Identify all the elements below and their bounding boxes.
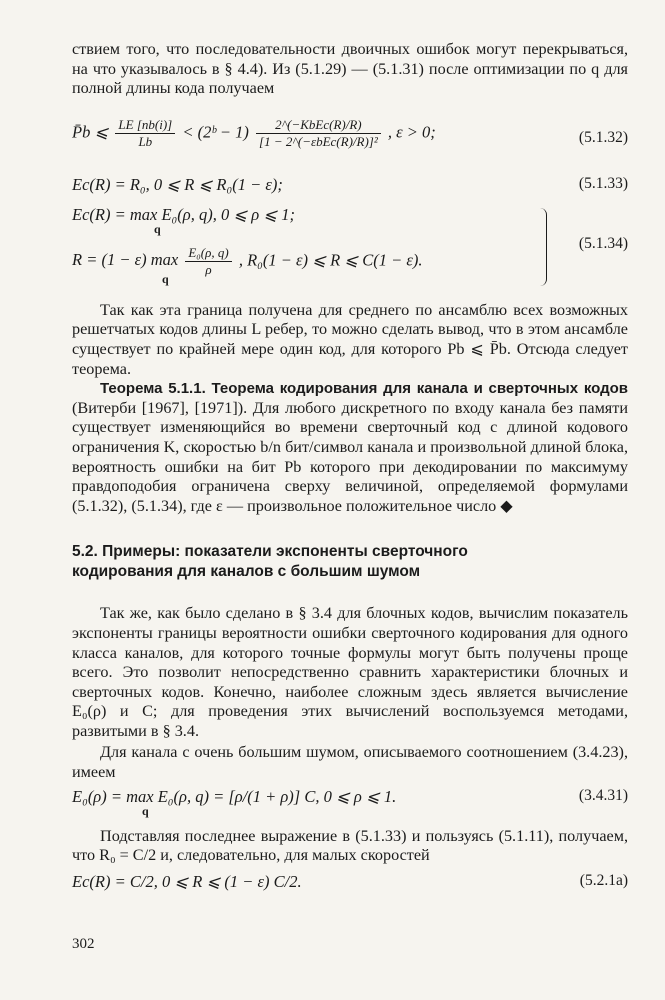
eq-5-1-34-line2-sub: q (162, 272, 169, 287)
eq-mid: < (2ᵇ − 1) (182, 122, 249, 142)
theorem-paragraph (72, 379, 628, 516)
eq-fraction-2-den: [1 − 2^(−εbEc(R)/R)]² (259, 133, 378, 149)
eq-5-1-34-frac-num: E₀(ρ, q) (185, 245, 231, 262)
theorem-body: (Витерби [1967], [1971]). Для любого дискретного по входу канала без памяти существует изменяющийся во времени сверточный код с длиной кодового ограничения K, скоростью b/n бит/символ канала и произвольной длиной блока, вероятность ошибки на бит Pb которого при декодировании по максимуму правдоподобия ограничена сверху величиной, определяемой формулами (5.1.32), (5.1.34), где ε — произвольное положительное число ◆ (72, 398, 628, 515)
eq-5-1-34-line1-sub: q (154, 221, 161, 236)
theorem-title: Теорема 5.1.1. Теорема кодирования для канала и сверточных кодов (100, 380, 628, 398)
eq-fraction-2-num: 2^(−KbEc(R)/R) (256, 117, 381, 134)
eq-number-3-4-31: (3.4.31) (578, 786, 628, 804)
paragraph-top: ствием того, что последовательности двоичных ошибок могут перекрываться, на что указывалось в § 4.4). Из (5.1.29) — (5.1.31) после оптимизации по q для полной длины кода получаем (72, 40, 628, 98)
brace-5-1-34 (540, 208, 547, 286)
eq-lhs: P̄b ⩽ (72, 122, 109, 142)
eq-number-5-2-1a: (5.2.1a) (579, 871, 628, 889)
eq-number-5-1-33: (5.1.33) (578, 174, 628, 192)
eq-5-1-34-fraction (185, 245, 231, 278)
eq-5-1-34-line1-text: Ec(R) = max E₀(ρ, q), 0 ⩽ ρ ⩽ 1; (72, 204, 296, 224)
eq-number-5-1-34: (5.1.34) (578, 234, 628, 252)
equation-5-1-32 (72, 105, 628, 169)
section-title-line-2: кодирования для каналов с большим шумом (72, 563, 421, 581)
page-body (72, 40, 628, 900)
eq-3-4-31-sub: q (142, 803, 149, 818)
eq-3-4-31-text: E₀(ρ) = max E₀(ρ, q) = [ρ/(1 + ρ)] C, 0 ⩽ ρ ⩽ 1. (72, 786, 397, 806)
paragraph-section-2: Для канала с очень большим шумом, описываемого соотношением (3.4.23), имеем (72, 743, 628, 782)
eq-3-4-31-line (72, 786, 397, 818)
eq-fraction-1 (115, 117, 175, 150)
equation-5-2-1a (72, 866, 628, 900)
page-number: 302 (72, 936, 95, 952)
section-heading (72, 542, 628, 582)
eq-tail: , ε > 0; (387, 122, 436, 142)
eq-5-1-34-line2-b: , R₀(1 − ε) ⩽ R ⩽ C(1 − ε). (238, 250, 423, 270)
eq-fraction-1-den: Lb (138, 133, 153, 149)
eq-5-1-34-line1 (72, 204, 296, 236)
eq-5-2-1a-text: Ec(R) = C/2, 0 ⩽ R ⩽ (1 − ε) C/2. (72, 871, 302, 891)
eq-5-1-34-line2 (72, 250, 179, 287)
eq-fraction-1-num: LE [nb(i)] (115, 117, 175, 134)
eq-5-1-33-text: Ec(R) = R₀, 0 ⩽ R ⩽ R₀(1 − ε); (72, 174, 283, 194)
eq-5-1-34-line2-a: R = (1 − ε) max (72, 250, 179, 270)
eq-5-1-34-frac-den: ρ (205, 261, 212, 277)
eq-number-5-1-32: (5.1.32) (578, 128, 628, 146)
eq-fraction-2 (256, 117, 381, 150)
section-title-line-1: 5.2. Примеры: показатели экспоненты сверточного (72, 543, 468, 561)
paragraph-section-3: Подставляя последнее выражение в (5.1.33) и пользуясь (5.1.11), получаем, что R₀ = C/2 и, следовательно, для малых скоростей (72, 826, 628, 865)
equation-5-1-33 (72, 169, 628, 205)
equation-3-4-31 (72, 783, 628, 827)
paragraph-section-1: Так же, как было сделано в § 3.4 для блочных кодов, вычислим показатель экспоненты границы вероятности ошибки сверточного кодирования для одного класса каналов, для которого точные формулы могут быть получены проще всего. Это позволит непосредственно сравнить характеристики блочных и сверточных кодов. Конечно, наиболее сложным здесь является вычисление E₀(ρ) и C; для проведения этих вычислений воспользуемся методами, развитыми в § 3.4. (72, 604, 628, 740)
paragraph-bound: Так как эта граница получена для среднего по ансамблю всех возможных решетчатых кодов длины L ребер, то можно сделать вывод, что в этом ансамбле существует по крайней мере один код, для которого Pb ⩽ P̄b. Отсюда следует теорема. (72, 300, 628, 378)
